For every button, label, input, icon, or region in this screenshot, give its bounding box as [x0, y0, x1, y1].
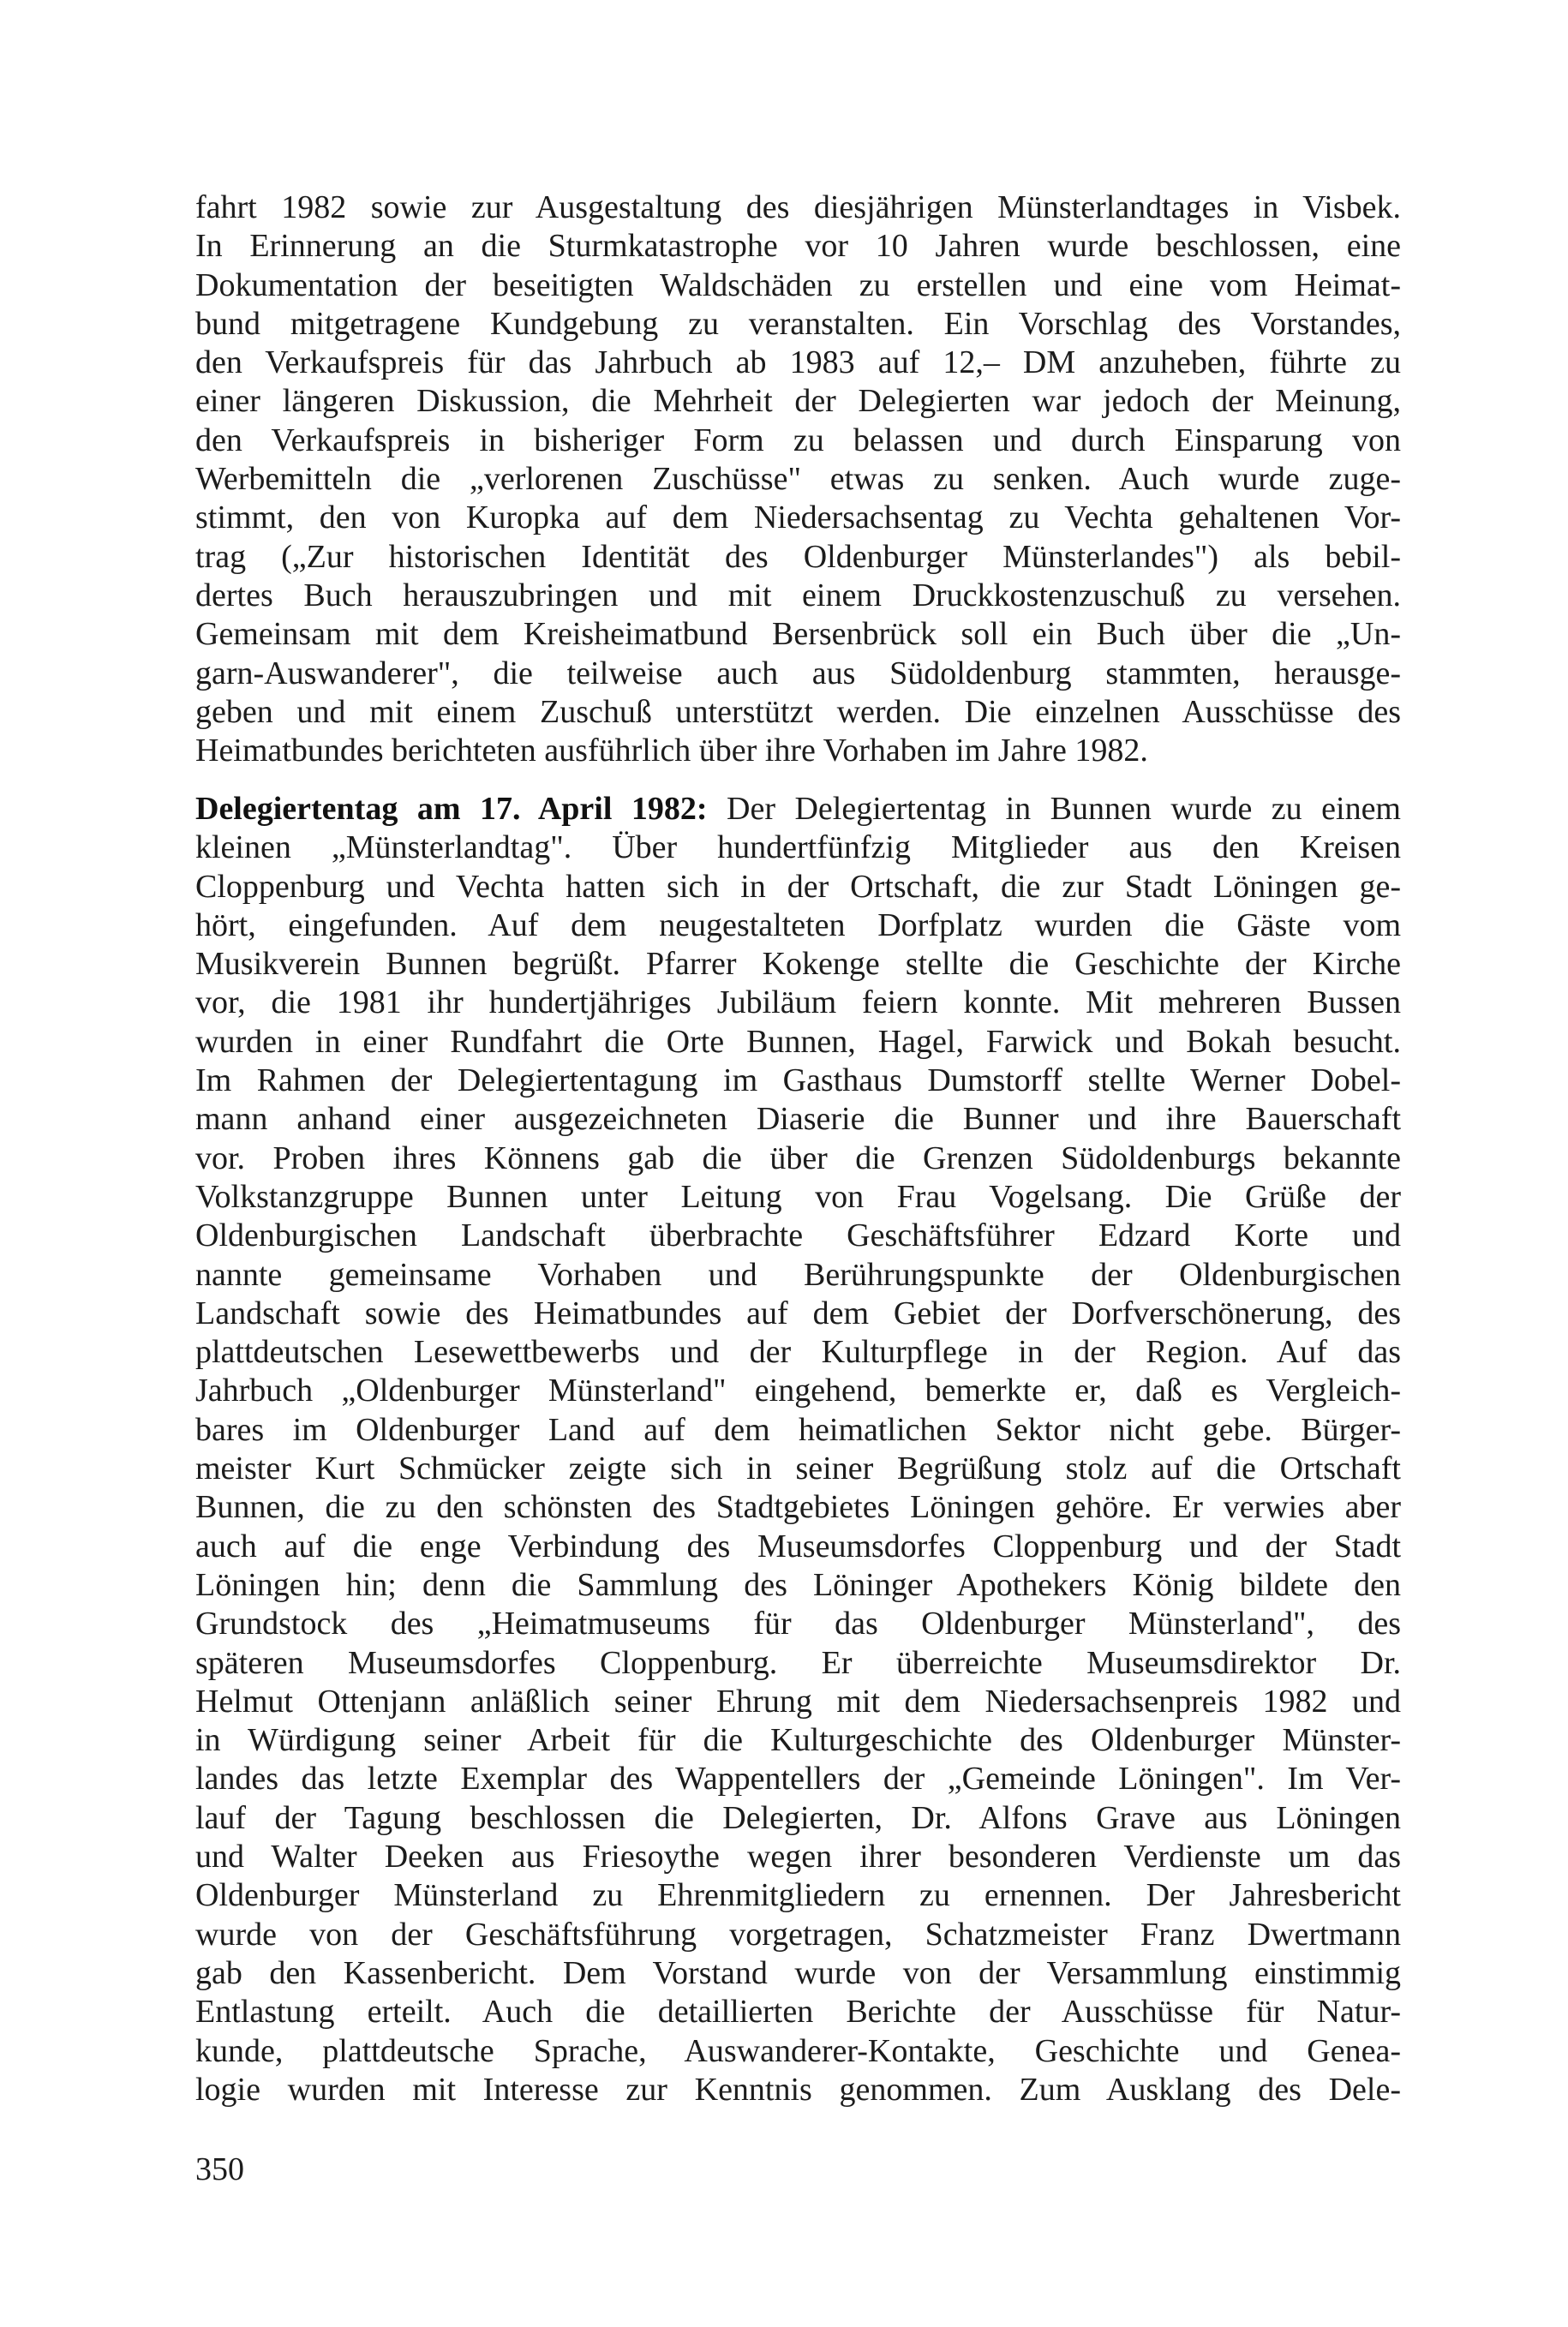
text-line: bund mitgetragene Kundgebung zu veranstalten. Ein Vorschlag des Vorstandes, [195, 305, 1401, 342]
text-line: plattdeutschen Lesewettbewerbs und der Kulturpflege in der Region. Auf das [195, 1334, 1401, 1371]
text-line: Landschaft sowie des Heimatbundes auf dem Gebiet der Dorfverschönerung, des [195, 1295, 1401, 1331]
text-line: Entlastung erteilt. Auch die detaillierten Berichte der Ausschüsse für Natur- [195, 1994, 1401, 2031]
paragraph-heading-line [195, 790, 1401, 829]
text-line: Oldenburger Münsterland zu Ehrenmitgliedern zu ernennen. Der Jahresbericht [195, 1877, 1401, 1914]
text-line: Gemeinsam mit dem Kreisheimatbund Bersenbrück soll ein Buch über die „Un- [195, 616, 1401, 653]
text-line: Dokumentation der beseitigten Waldschäden zu erstellen und eine vom Heimat- [195, 266, 1401, 303]
text-line: mann anhand einer ausgezeichneten Diaserie die Bunner und ihre Bauerschaft [195, 1101, 1401, 1138]
text-line: Helmut Ottenjann anläßlich seiner Ehrung mit dem Niedersachsenpreis 1982 und [195, 1683, 1401, 1720]
heading-line-text: Der Delegiertentag in Bunnen wurde zu einem [707, 791, 1401, 827]
section-heading: Delegiertentag am 17. April 1982: [195, 791, 708, 827]
text-line: landes das letzte Exemplar des Wappentellers der „Gemeinde Löningen". Im Ver- [195, 1761, 1401, 1798]
text-line: lauf der Tagung beschlossen die Delegierten, Dr. Alfons Grave aus Löningen [195, 1799, 1401, 1836]
text-line: dertes Buch herauszubringen und mit einem Druckkostenzuschuß zu versehen. [195, 577, 1401, 613]
text-line: Cloppenburg und Vechta hatten sich in der Ortschaft, die zur Stadt Löningen ge- [195, 868, 1401, 905]
text-line: fahrt 1982 sowie zur Ausgestaltung des diesjährigen Münsterlandtages in Visbek. [195, 189, 1401, 225]
text-line: Oldenburgischen Landschaft überbrachte Geschäftsführer Edzard Korte und [195, 1217, 1401, 1254]
text-line: wurde von der Geschäftsführung vorgetragen, Schatzmeister Franz Dwertmann [195, 1916, 1401, 1953]
text-line: In Erinnerung an die Sturmkatastrophe vor 10 Jahren wurde beschlossen, eine [195, 228, 1401, 265]
text-line: Musikverein Bunnen begrüßt. Pfarrer Kokenge stellte die Geschichte der Kirche [195, 946, 1401, 983]
text-line: auch auf die enge Verbindung des Museumsdorfes Cloppenburg und der Stadt [195, 1528, 1401, 1564]
text-line: bares im Oldenburger Land auf dem heimatlichen Sektor nicht gebe. Bürger- [195, 1411, 1401, 1448]
text-line: in Würdigung seiner Arbeit für die Kulturgeschichte des Oldenburger Münster- [195, 1722, 1401, 1759]
text-line: Grundstock des „Heimatmuseums für das Oldenburger Münsterland", des [195, 1606, 1401, 1642]
text-line: gab den Kassenbericht. Dem Vorstand wurde von der Versammlung einstimmig [195, 1954, 1401, 1991]
text-line: und Walter Deeken aus Friesoythe wegen ihrer besonderen Verdienste um das [195, 1839, 1401, 1875]
text-line: kunde, plattdeutsche Sprache, Auswanderer-Kontakte, Geschichte und Genea- [195, 2032, 1401, 2069]
text-line: vor. Proben ihres Könnens gab die über die Grenzen Südoldenburgs bekannte [195, 1140, 1401, 1176]
text-line: trag („Zur historischen Identität des Oldenburger Münsterlandes") als bebil- [195, 538, 1401, 575]
text-line: Löningen hin; denn die Sammlung des Löninger Apothekers König bildete den [195, 1566, 1401, 1603]
paragraph-delegiertentag [195, 790, 1401, 2109]
text-line: Jahrbuch „Oldenburger Münsterland" eingehend, bemerkte er, daß es Vergleich- [195, 1373, 1401, 1409]
text-line: garn-Auswanderer", die teilweise auch aus Südoldenburg stammten, herausge- [195, 655, 1401, 691]
text-line: wurden in einer Rundfahrt die Orte Bunnen, Hagel, Farwick und Bokah besucht. [195, 1023, 1401, 1060]
text-line: Bunnen, die zu den schönsten des Stadtgebietes Löningen gehöre. Er verwies aber [195, 1489, 1401, 1526]
text-line: geben und mit einem Zuschuß unterstützt werden. Die einzelnen Ausschüsse des [195, 693, 1401, 730]
text-line: stimmt, den von Kuropka auf dem Niedersachsentag zu Vechta gehaltenen Vor- [195, 499, 1401, 536]
text-line: hört, eingefunden. Auf dem neugestalteten Dorfplatz wurden die Gäste vom [195, 906, 1401, 943]
text-line: Volkstanzgruppe Bunnen unter Leitung von Frau Vogelsang. Die Grüße der [195, 1178, 1401, 1215]
text-line: den Verkaufspreis in bisheriger Form zu belassen und durch Einsparung von [195, 422, 1401, 458]
text-line: kleinen „Münsterlandtag". Über hundertfünfzig Mitglieder aus den Kreisen [195, 829, 1401, 866]
text-line: den Verkaufspreis für das Jahrbuch ab 1983 auf 12,– DM anzuheben, führte zu [195, 344, 1401, 381]
text-line: einer längeren Diskussion, die Mehrheit der Delegierten war jedoch der Meinung, [195, 383, 1401, 420]
text-line: Heimatbundes berichteten ausführlich über ihre Vorhaben im Jahre 1982. [195, 733, 1148, 769]
paragraph-annual-meeting-report [195, 188, 1401, 770]
text-line: meister Kurt Schmücker zeigte sich in seiner Begrüßung stolz auf die Ortschaft [195, 1451, 1401, 1487]
text-line: Werbemitteln die „verlorenen Zuschüsse" etwas zu senken. Auch wurde zuge- [195, 461, 1401, 498]
text-line: logie wurden mit Interesse zur Kenntnis genommen. Zum Ausklang des Dele- [195, 2071, 1401, 2108]
text-line: Im Rahmen der Delegiertentagung im Gasthaus Dumstorff stellte Werner Dobel- [195, 1062, 1401, 1099]
text-line: vor, die 1981 ihr hundertjähriges Jubiläum feiern konnte. Mit mehreren Bussen [195, 984, 1401, 1021]
text-line: späteren Museumsdorfes Cloppenburg. Er überreichte Museumsdirektor Dr. [195, 1644, 1401, 1681]
page-number: 350 [195, 2151, 244, 2187]
text-line: nannte gemeinsame Vorhaben und Berührungspunkte der Oldenburgischen [195, 1256, 1401, 1293]
